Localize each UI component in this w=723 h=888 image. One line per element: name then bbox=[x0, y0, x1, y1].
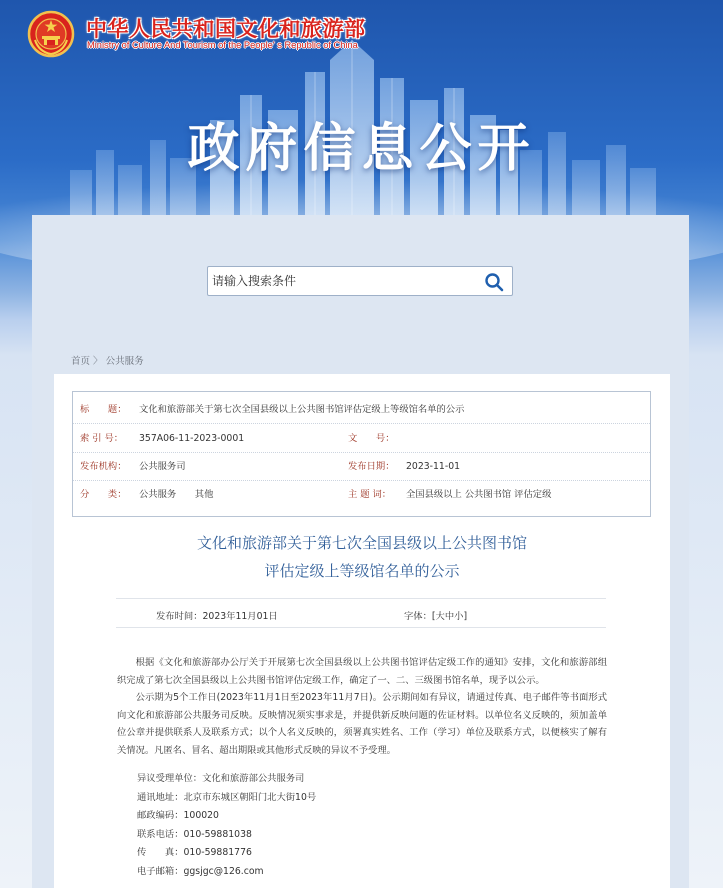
search-bar bbox=[207, 266, 513, 296]
meta-title-label: 标 题： bbox=[80, 404, 127, 415]
meta-date-value: 2023-11-01 bbox=[406, 461, 461, 472]
contact-unit: 异议受理单位：文化和旅游部公共服务司 bbox=[137, 773, 305, 784]
document-metadata-table bbox=[72, 391, 651, 517]
meta-org-value: 公共服务司 bbox=[139, 461, 186, 472]
breadcrumb-separator: 〉 bbox=[93, 356, 103, 367]
contact-info bbox=[137, 770, 316, 882]
font-size-open-bracket: [ bbox=[431, 611, 436, 622]
breadcrumb bbox=[71, 353, 144, 367]
contact-postcode: 邮政编码：100020 bbox=[137, 810, 219, 822]
meta-topic-value: 全国县级以上 公共图书馆 评估定级 bbox=[406, 489, 552, 500]
meta-row-org bbox=[73, 453, 650, 481]
font-size-large-button[interactable]: 大 bbox=[435, 611, 445, 622]
search-icon[interactable] bbox=[484, 272, 504, 292]
document-title-line-2: 评估定级上等级馆名单的公示 bbox=[264, 562, 460, 580]
font-size-selector bbox=[404, 608, 467, 622]
font-size-label: 字体： bbox=[404, 611, 432, 622]
publish-time: 发布时间：2023年11月01日 bbox=[156, 611, 278, 622]
page-heading: 政府信息公开 bbox=[187, 119, 536, 179]
contact-phone: 联系电话：010-59881038 bbox=[137, 828, 252, 840]
meta-docno-label: 文 号： bbox=[348, 433, 395, 444]
document-title bbox=[56, 529, 668, 585]
meta-category-value: 公共服务 其他 bbox=[139, 489, 214, 500]
search-input[interactable] bbox=[212, 268, 477, 294]
meta-row-title bbox=[73, 396, 650, 424]
meta-index-value: 357A06-11-2023-0001 bbox=[139, 433, 245, 444]
document-body bbox=[117, 654, 607, 760]
body-paragraph-2: 公示期为5个工作日(2023年11月1日至2023年11月7日)。公示期间如有异议，请通过传真、电子邮件等书面形式向文化和旅游部公共服务司反映。反映情况须实事求是，并提供新反映问题的佐证材料。以单位名义反映的，须加盖单位公章并提供联系人及联系方式；以个人名义反映的，须署真实姓名、工作（学习）单位及联系方式，以便核实了解有关情况。凡匿名、冒名、超出期限或其他形式反映的异议不予受理。 bbox=[117, 692, 607, 756]
ministry-name-chinese: 中华人民共和国文化和旅游部 bbox=[86, 17, 366, 41]
ministry-name-english: Ministry of Culture And Tourism of the People' s Republic of China bbox=[87, 40, 358, 50]
meta-date-label: 发布日期： bbox=[348, 461, 395, 472]
document-title-line-1: 文化和旅游部关于第七次全国县级以上公共图书馆 bbox=[196, 534, 527, 552]
meta-category-label: 分 类： bbox=[80, 489, 127, 500]
publish-info-bar bbox=[116, 598, 606, 628]
font-size-medium-button[interactable]: 中 bbox=[444, 611, 455, 622]
meta-row-category bbox=[73, 481, 650, 509]
contact-fax: 传 真：010-59881776 bbox=[137, 847, 252, 859]
meta-row-index bbox=[73, 425, 650, 453]
font-size-close-bracket: ] bbox=[463, 611, 468, 622]
breadcrumb-home-link[interactable]: 首页 bbox=[71, 356, 91, 367]
meta-topic-label: 主 题 词： bbox=[348, 489, 392, 500]
meta-org-label: 发布机构： bbox=[80, 461, 127, 472]
body-paragraph-1: 根据《文化和旅游部办公厅关于开展第七次全国县级以上公共图书馆评估定级工作的通知》安排，文化和旅游部组织完成了第七次全国县级以上公共图书馆评估定级工作，确定了一、二、三级图书馆名单，现予以公示。 bbox=[117, 657, 607, 686]
breadcrumb-section-link[interactable]: 公共服务 bbox=[105, 356, 144, 367]
font-size-small-button[interactable]: 小 bbox=[454, 611, 464, 622]
contact-address: 通讯地址：北京市东城区朝阳门北大街10号 bbox=[137, 791, 317, 803]
meta-title-value: 文化和旅游部关于第七次全国县级以上公共图书馆评估定级上等级馆名单的公示 bbox=[139, 404, 465, 415]
meta-index-label: 索 引 号： bbox=[80, 433, 124, 444]
contact-email[interactable]: 电子邮箱：ggsjgc@126.com bbox=[137, 865, 264, 877]
national-emblem-logo bbox=[27, 10, 75, 58]
